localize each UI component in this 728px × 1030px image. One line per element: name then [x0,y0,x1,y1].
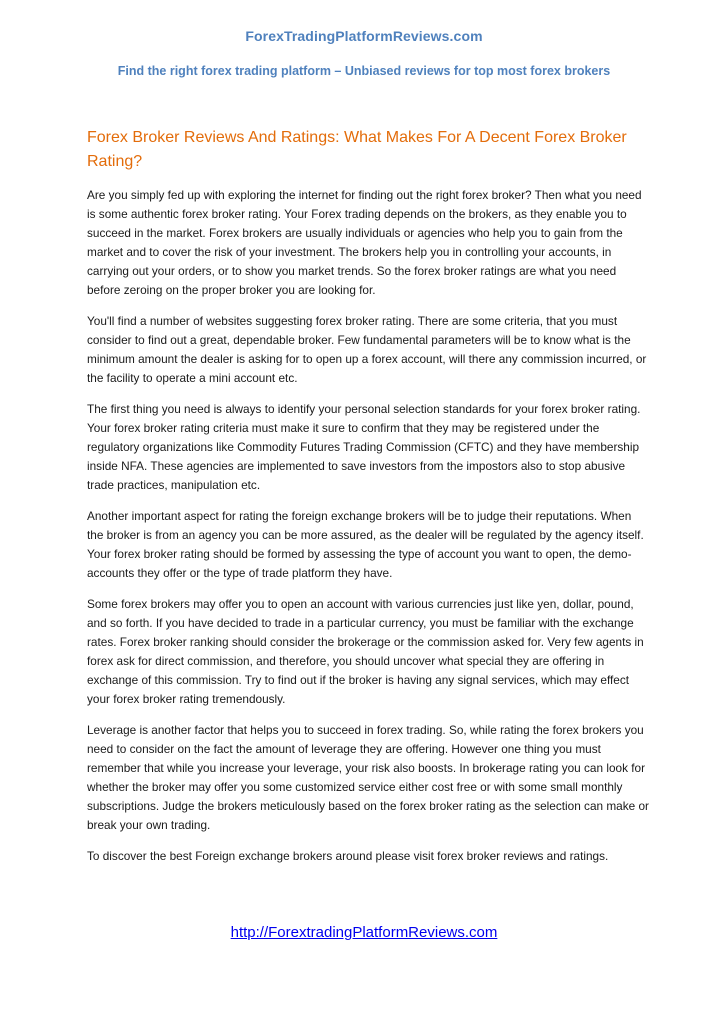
paragraph: Leverage is another factor that helps you to succeed in forex trading. So, while rating the forex brokers you need to consider on the fact the amount of leverage they are offering. However one thing you must remember that while you increase your leverage, your risk also boosts. In brokerage rating you can look for whether the broker may offer you some customized service either cost free or with some small monthly subscriptions. Judge the brokers meticulously based on the forex broker rating as the selection can make or break your own trading. [87,723,649,832]
footer-website-link[interactable]: http://ForextradingPlatformReviews.com [230,924,498,941]
paragraph: Some forex brokers may offer you to open an account with various currencies just like yen, dollar, pound, and so forth. If you have decided to trade in a particular currency, you must be familiar with the exchange rates. Forex broker ranking should consider the brokerage or the commission asked for. Very few agents in forex ask for direct commission, and therefore, you should uncover what special they are offering in exchange of this commission. Try to find out if the broker is having any signal services, which may effect your forex broker rating tremendously. [87,597,644,706]
article-body [87,186,649,878]
paragraph: To discover the best Foreign exchange brokers around please visit forex broker reviews and ratings. [87,849,609,863]
paragraph: You'll find a number of websites suggesting forex broker rating. There are some criteria, that you must consider to find out a great, dependable broker. Few fundamental parameters will be to know what is the minimum amount the dealer is asking for to open up a forex account, will there any commission incurred, or the facility to operate a mini account etc. [87,314,647,385]
site-name: ForexTradingPlatformReviews.com [245,28,483,44]
site-tagline: Find the right forex trading platform – Unbiased reviews for top most forex brokers [117,64,611,78]
paragraph: Are you simply fed up with exploring the internet for finding out the right forex broker? Then what you need is some authentic forex broker rating. Your Forex trading depends on the brokers, as they enable you to succeed in the market. Forex brokers are usually individuals or agencies who help you to gain from the market and to cover the risk of your investment. The brokers help you in controlling your accounts, in carrying out your orders, or to show you market trends. So the forex broker ratings are what you need before zeroing on the proper broker you are looking for. [87,188,642,297]
paragraph: Another important aspect for rating the foreign exchange brokers will be to judge their reputations. When the broker is from an agency you can be more assured, as the dealer will be regulated by the agency itself. Your forex broker rating should be formed by assessing the type of account you want to open, the demo-accounts they offer or the type of trade platform they have. [87,509,644,580]
paragraph: The first thing you need is always to identify your personal selection standards for your forex broker rating. Your forex broker rating criteria must make it sure to confirm that they may be registered under the regulatory organizations like Commodity Futures Trading Commission (CFTC) and they have membership inside NFA. These agencies are implemented to save investors from the impostors also to stop abusive trade practices, manipulation etc. [87,402,641,492]
article-title: Forex Broker Reviews And Ratings: What Makes For A Decent Forex Broker Rating? [87,129,627,170]
